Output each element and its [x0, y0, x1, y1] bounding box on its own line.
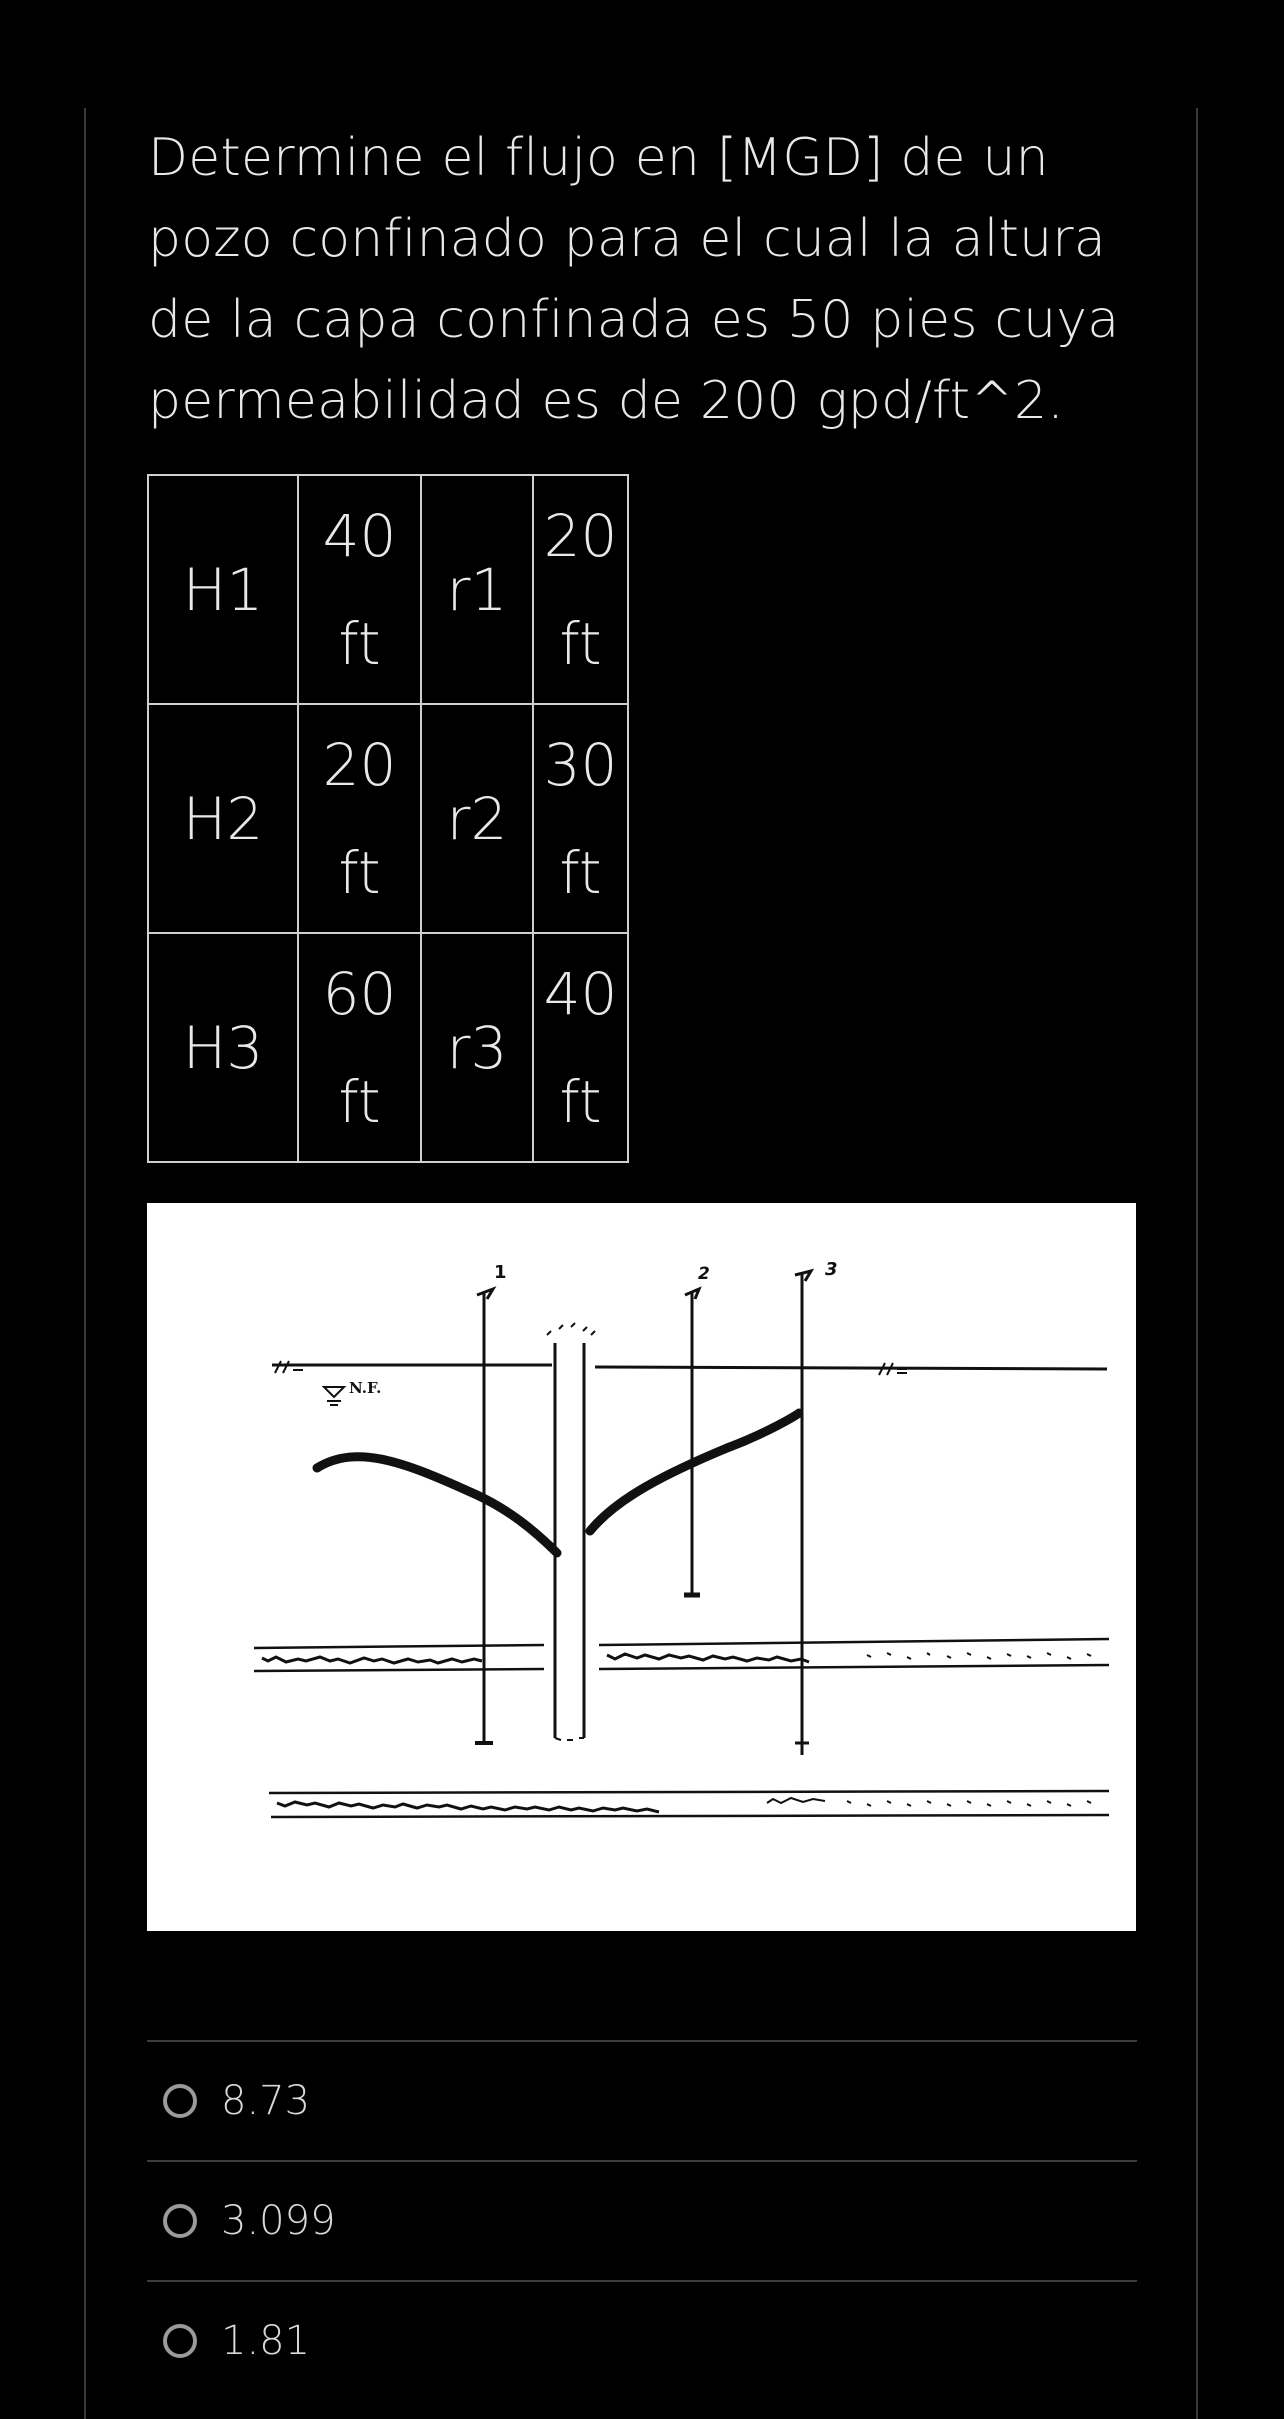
water-level-label: N.F.: [349, 1379, 382, 1397]
h-value: 20: [322, 730, 397, 799]
table-cell-r-label: r1: [421, 475, 533, 704]
r-value: 30: [543, 730, 618, 799]
h-unit: ft: [338, 838, 381, 907]
piezometer-label-2: 2: [698, 1264, 710, 1284]
answer-option[interactable]: [147, 2280, 1137, 2400]
r-unit: ft: [559, 609, 602, 678]
table-cell-r-label: r2: [421, 704, 533, 933]
r-unit: ft: [559, 838, 602, 907]
option-label: 1.81: [221, 2318, 311, 2364]
radio-button-icon[interactable]: [163, 2324, 197, 2358]
table-row: [148, 704, 628, 933]
drawdown-curve-left: [317, 1457, 557, 1553]
table-cell-r-value: [533, 475, 628, 704]
answer-option[interactable]: [147, 2040, 1137, 2160]
drawdown-curve-right: [590, 1413, 799, 1531]
table-cell-h-label: H2: [148, 704, 298, 933]
table-row: [148, 475, 628, 704]
piezometer-label-3: 3: [825, 1259, 838, 1280]
r-value: 40: [543, 959, 618, 1028]
h-value: 60: [322, 959, 397, 1028]
table-cell-h-value: [298, 475, 421, 704]
table-row: [148, 933, 628, 1162]
radio-button-icon[interactable]: [163, 2084, 197, 2118]
r-value: 20: [543, 501, 618, 570]
upper-confining-layer: [254, 1639, 1109, 1671]
option-label: 8.73: [221, 2078, 311, 2124]
table-cell-h-value: [298, 704, 421, 933]
answer-options: [147, 2040, 1137, 2400]
option-label: 3.099: [221, 2198, 336, 2244]
ground-surface-right: [595, 1367, 1107, 1369]
h-unit: ft: [338, 609, 381, 678]
piezometer-3: [795, 1271, 811, 1755]
aquifer-diagram: [147, 1203, 1136, 1931]
table-cell-r-label: r3: [421, 933, 533, 1162]
table-cell-r-value: [533, 933, 628, 1162]
answer-option[interactable]: [147, 2160, 1137, 2280]
content-border-right: [1196, 108, 1198, 2419]
table-cell-h-label: H3: [148, 933, 298, 1162]
lower-confining-layer: [269, 1791, 1109, 1817]
h-unit: ft: [338, 1067, 381, 1136]
radio-button-icon[interactable]: [163, 2204, 197, 2238]
content-border-left: [84, 108, 86, 2419]
data-table: [147, 474, 629, 1163]
piezometer-1: [475, 1289, 493, 1743]
piezometer-2: [684, 1289, 700, 1595]
water-table-icon: [324, 1387, 344, 1405]
table-cell-r-value: [533, 704, 628, 933]
h-value: 40: [322, 501, 397, 570]
r-unit: ft: [559, 1067, 602, 1136]
question-text: Determine el flujo en [MGD] de un pozo confinado para el cual la altura de la capa confinada es 50 pies cuya permeabilidad es de 200 gpd/ft^2.: [148, 128, 1120, 431]
table-cell-h-value: [298, 933, 421, 1162]
table-cell-h-label: H1: [148, 475, 298, 704]
piezometer-label-1: 1: [494, 1262, 507, 1283]
